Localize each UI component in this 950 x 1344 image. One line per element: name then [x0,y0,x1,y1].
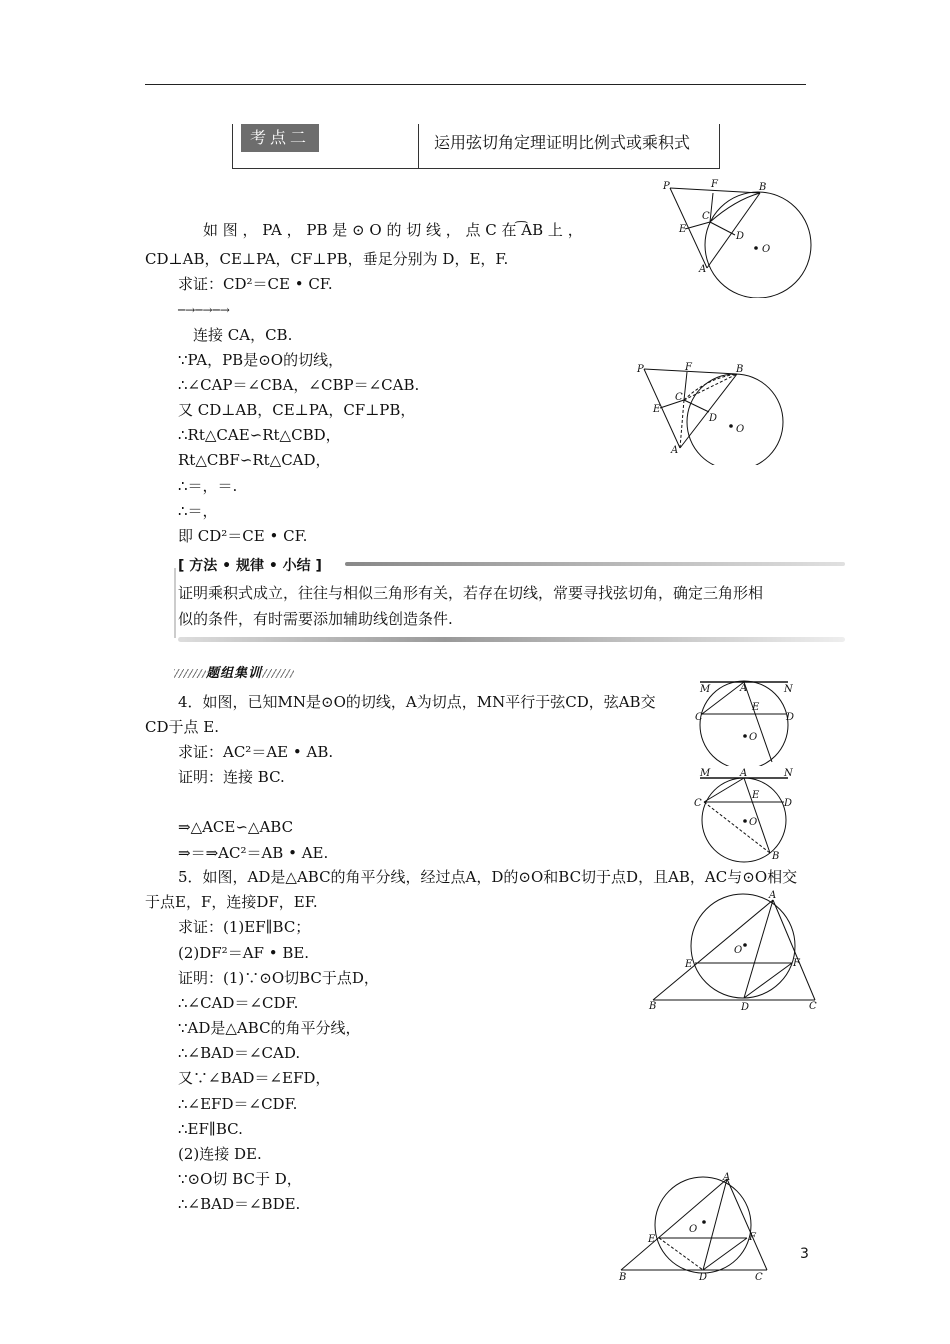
label-M-2: M [700,768,711,779]
label-B: B [759,182,767,193]
label-C-6: C [755,1272,763,1282]
example-line-12: ∴＝， [178,502,218,520]
label-P: P [663,181,670,192]
label-E: E [679,224,687,235]
label-B-5: B [649,1001,657,1012]
label-F-5: F [793,958,800,969]
hatch-right [262,669,294,678]
problem5-line-1: 5．如图，AD是△ABC的角平分线，经过点A，D的⊙O和BC切于点D，且AB，AC与⊙O相交 [178,868,798,886]
label-B-4: B [772,851,780,862]
label-E-5: E [685,959,693,970]
label-A-2: A [671,445,679,456]
problem5-line-2: 于点E，F，连接DF，EF. [145,893,318,911]
label-A-4: A [740,768,748,779]
label-F: F [711,179,718,190]
summary-bar-top [345,562,845,566]
problem5-line-8: ∴∠BAD＝∠CAD. [178,1044,301,1062]
group-heading-text: 题组集训 [206,666,263,681]
label-D-4: D [784,798,793,809]
example-line-4: ─→─→─→ [178,303,230,317]
problem5-line-13: ∵⊙O切 BC于 D， [178,1170,302,1188]
label-D-6: D [699,1272,708,1282]
summary-bar-bottom [178,637,845,642]
example-line-7: ∴∠CAP＝∠CBA，∠CBP＝∠CAB. [178,376,420,394]
problem4-line-1: 4．如图，已知MN是⊙O的切线，A为切点，MN平行于弦CD，弦AB交 [178,693,656,711]
summary-heading: [ 方法 • 规律 • 小结 ] [178,558,322,574]
label-O-6: O [689,1224,698,1235]
problem4-line-6: ⇒＝⇒AC²＝AB • AE. [178,844,329,862]
label-E-4: E [752,790,760,801]
example-line-9: ∴Rt△CAE∽Rt△CBD， [178,426,341,444]
example-line-5: 连接 CA，CB. [193,326,293,344]
section-title: 运用弦切角定理证明比例式或乘积式 [434,133,691,152]
example-line-2: CD⊥AB，CE⊥PA，CF⊥PB，垂足分别为 D，E，F. [145,250,509,268]
label-B-2: B [736,364,744,375]
label-A-6: A [723,1172,731,1183]
label-O-5: O [734,945,743,956]
figure-problem5-a [645,888,820,1013]
problem5-line-3: 求证：(1)EF∥BC； [178,918,311,936]
summary-line-1: 证明乘积式成立，往往与相似三角形有关，若存在切线，常要寻找弦切角，确定三角形相 [178,584,764,602]
label-N: N [784,684,793,695]
problem5-line-7: ∵AD是△ABC的角平分线， [178,1019,361,1037]
section-header-divider [418,124,419,168]
label-D-3: D [786,712,795,723]
example-line-8: 又 CD⊥AB，CE⊥PA，CF⊥PB， [178,401,416,419]
label-C: C [702,211,710,222]
label-M: M [700,684,711,695]
problem5-line-11: ∴EF∥BC. [178,1120,243,1138]
problem5-line-6: ∴∠CAD＝∠CDF. [178,994,299,1012]
label-O: O [762,244,771,255]
label-A: A [699,264,707,275]
figure-problem5-b [615,1170,775,1282]
page-number: 3 [800,1246,809,1262]
label-E-3: E [752,702,760,713]
label-C-4: C [694,798,702,809]
example-line-6: ∵PA，PB是⊙O的切线， [178,351,344,369]
label-C-5: C [809,1001,817,1012]
section-tag: 考点二 [241,124,319,152]
problem4-line-5: ⇒△ACE∽△ABC [178,818,294,836]
label-F-6: F [749,1232,756,1243]
problem5-line-10: ∴∠EFD＝∠CDF. [178,1095,298,1113]
figure-tangent-2 [632,360,792,465]
figure-problem4-b [690,765,810,863]
top-rule [145,84,806,85]
label-A-5: A [769,890,777,901]
problem5-line-12: (2)连接 DE. [178,1145,262,1163]
label-D: D [736,231,745,242]
label-C-3: C [695,712,703,723]
example-line-3: 求证：CD²＝CE • CF. [178,275,333,293]
problem5-line-14: ∴∠BAD＝∠BDE. [178,1195,301,1213]
example-line-11: ∴＝，＝. [178,477,238,495]
summary-line-2: 似的条件，有时需要添加辅助线创造条件. [178,610,453,628]
example-line-1: 如 图 ， PA ， PB 是 ⊙ O 的 切 线 ， 点 C 在 ͡AB 上 ， [203,221,583,239]
label-F-2: F [685,362,692,373]
example-line-13: 即 CD²＝CE • CF. [178,527,308,545]
label-O-4: O [749,817,758,828]
example-line-10: Rt△CBF∽Rt△CAD， [178,451,331,469]
label-O-2: O [736,424,745,435]
label-C-2: C [675,392,683,403]
group-heading [174,662,294,681]
label-D-2: D [709,413,718,424]
problem5-line-4: (2)DF²＝AF • BE. [178,944,310,962]
problem5-line-9: 又∵∠BAD＝∠EFD， [178,1069,331,1087]
figure-problem4-a [690,678,810,766]
summary-side-bar [174,568,176,638]
label-O-3: O [749,732,758,743]
problem4-line-4: 证明：连接 BC. [178,768,285,786]
problem4-line-3: 求证：AC²＝AE • AB. [178,743,334,761]
label-E-2: E [653,404,661,415]
label-E-6: E [648,1234,656,1245]
label-P-2: P [637,364,644,375]
label-D-5: D [741,1002,750,1013]
label-A-3: A [740,683,748,694]
label-N-2: N [784,768,793,779]
figure-tangent-1 [655,178,815,298]
hatch-left [174,669,206,678]
problem5-line-5: 证明：(1)∵⊙O切BC于点D， [178,969,379,987]
problem4-line-2: CD于点 E. [145,718,219,736]
label-B-6: B [619,1272,627,1282]
